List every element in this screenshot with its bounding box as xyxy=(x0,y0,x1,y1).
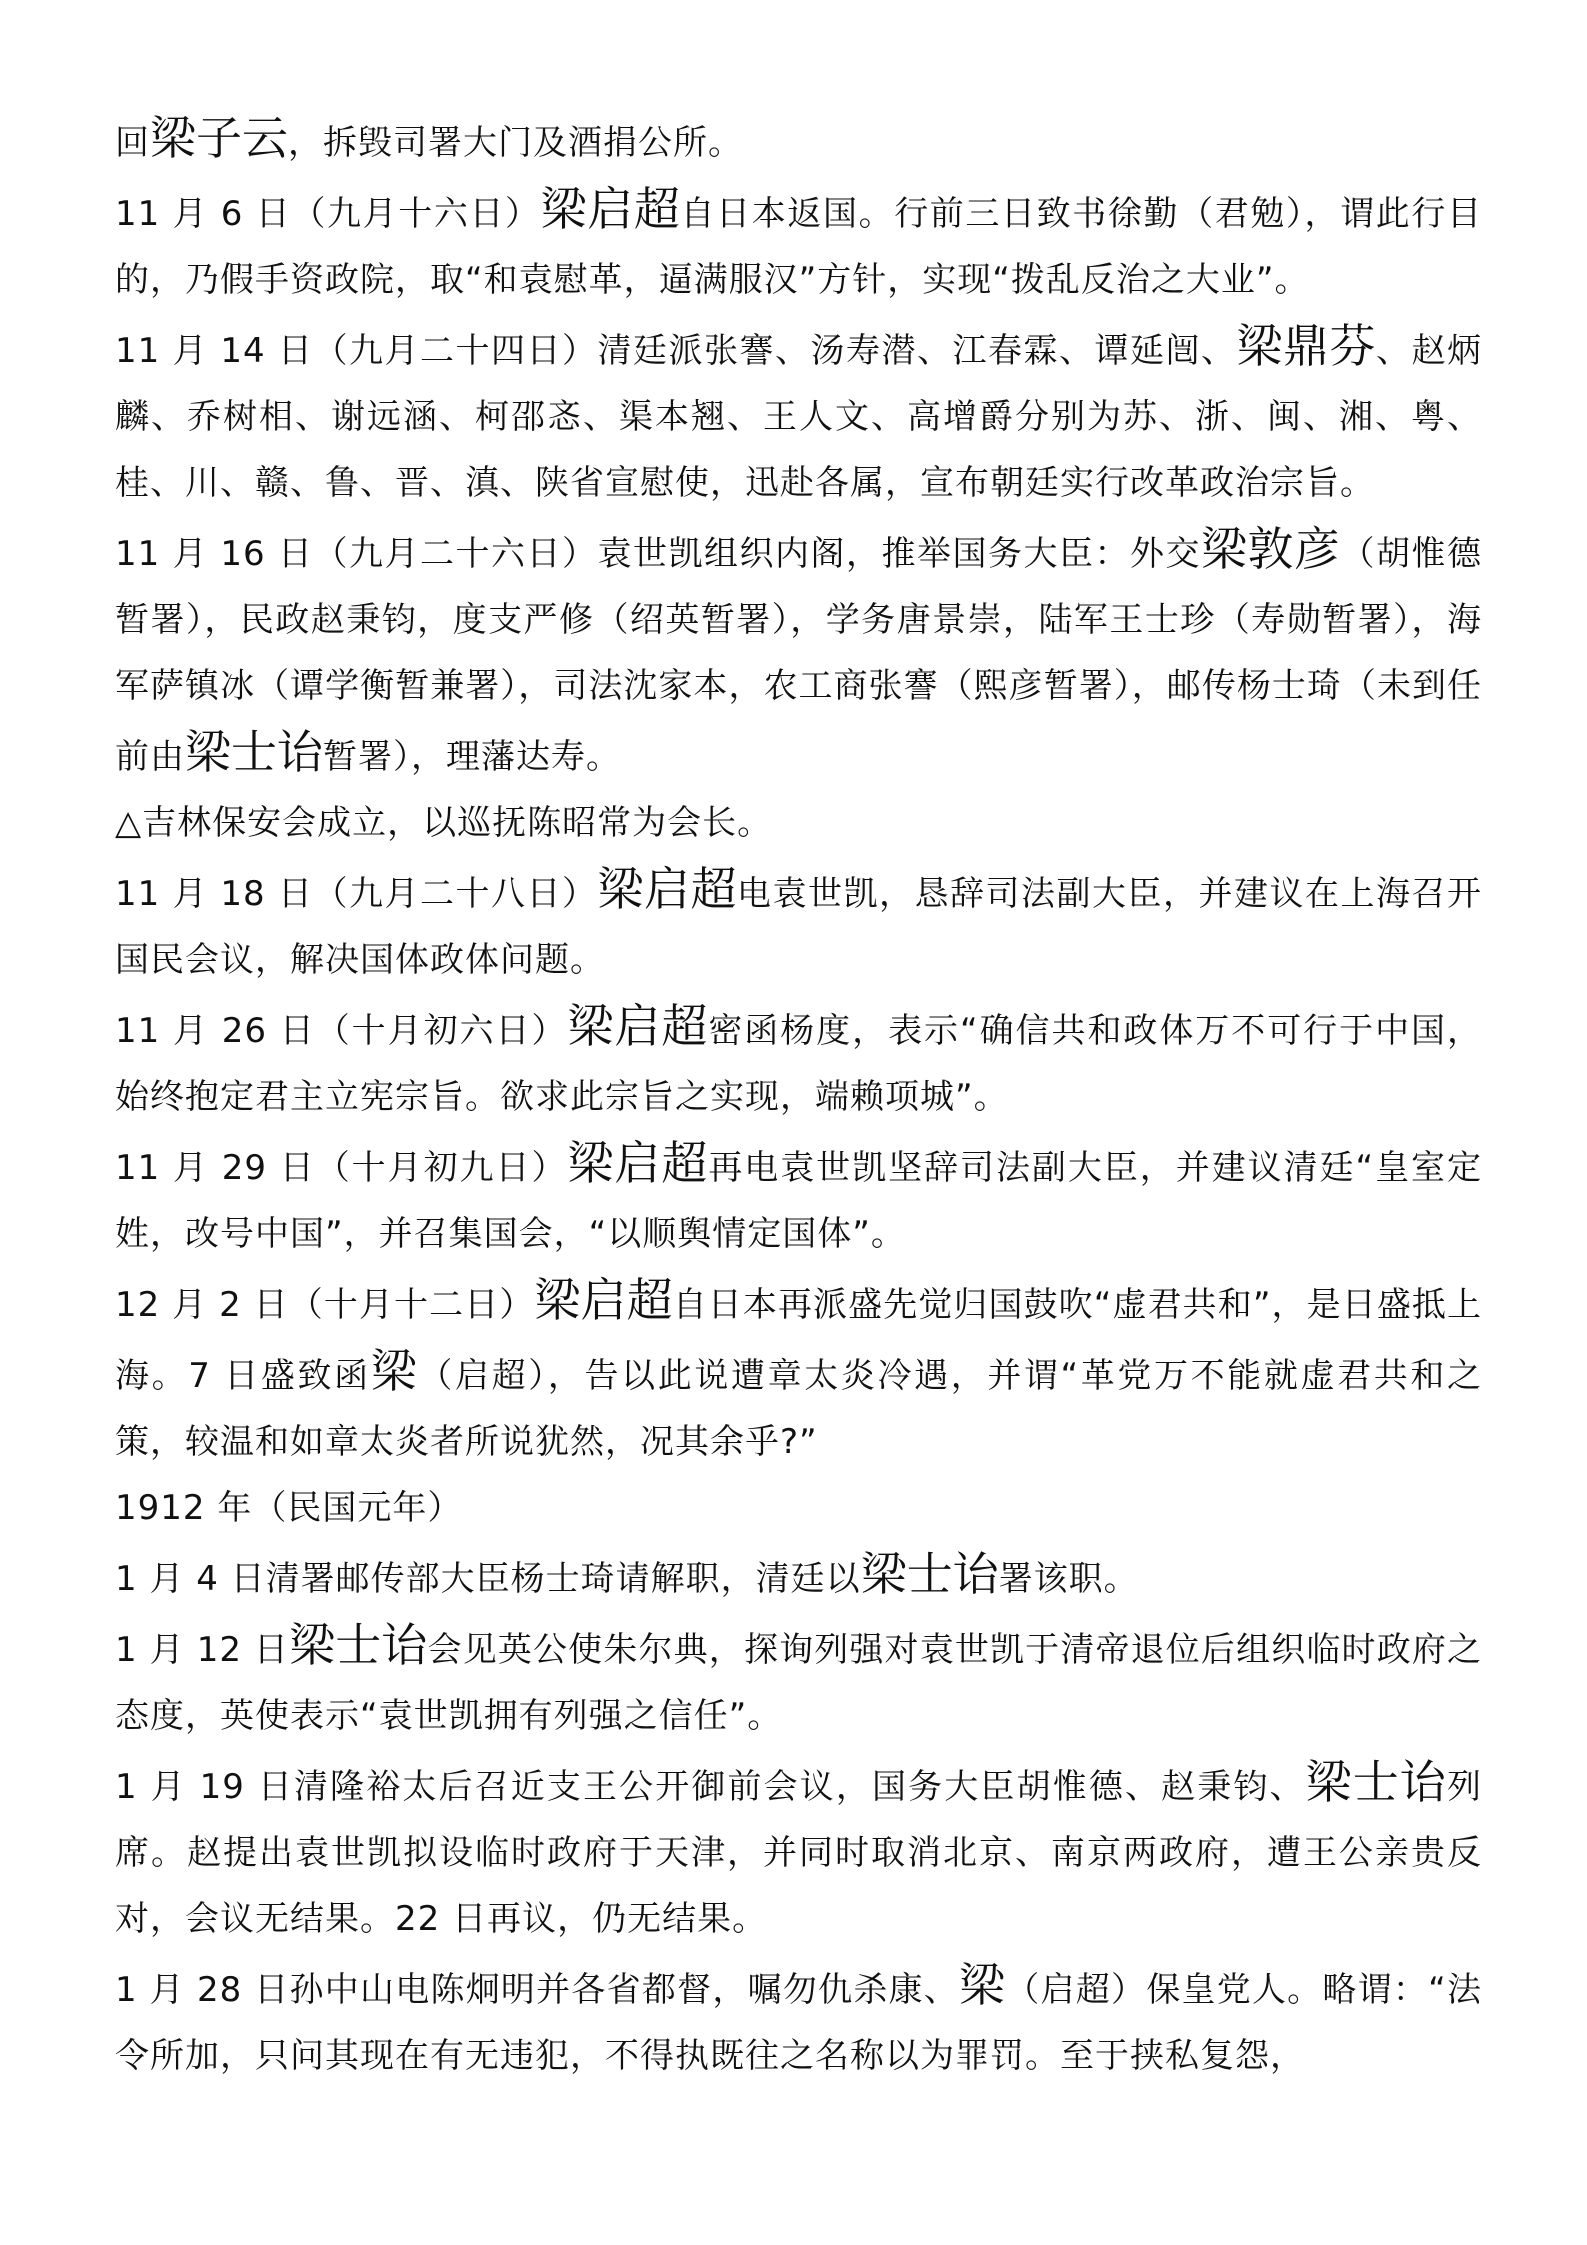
text-run: 再电袁世凯坚辞司法副大臣，并建议清廷“皇室定姓，改号中国”，并召集国会，“以顺舆情定国体”。 xyxy=(115,1148,1483,1254)
highlighted-name: 梁启超 xyxy=(534,1273,673,1327)
text-run: 11 月 6 日（九月十六日） xyxy=(115,194,541,234)
highlighted-name: 梁启超 xyxy=(597,862,737,916)
highlighted-name: 梁敦彦 xyxy=(1201,522,1341,576)
entry-1912-01-12 xyxy=(115,1612,1482,1749)
text-run: 11 月 16 日（九月二十六日）袁世凯组织内阁，推举国务大臣：外交 xyxy=(115,534,1201,574)
text-run: 回 xyxy=(115,123,150,163)
entry-1911-12-02 xyxy=(115,1267,1482,1475)
text-run: 、赵炳麟、乔树相、谢远涵、柯邵忞、渠本翘、王人文、高增爵分别为苏、浙、闽、湘、粤、桂、川、赣、鲁、晋、滇、陕省宣慰使，迅赴各属，宣布朝廷实行改革政治宗旨。 xyxy=(115,331,1483,503)
entry-1911-11-26 xyxy=(115,993,1482,1130)
entry-1911-11-29 xyxy=(115,1130,1482,1267)
highlighted-name: 梁 xyxy=(370,1344,419,1398)
text-run: （启超），告以此说遭章太炎冷遇，并谓“革党万不能就虚君共和之策，较温和如章太炎者所说犹然，况其余乎?” xyxy=(115,1356,1482,1462)
entry-1911-11-16 xyxy=(115,516,1482,790)
highlighted-name: 梁鼎芬 xyxy=(1236,319,1377,373)
entry-jilin-baoan xyxy=(115,790,1482,856)
highlighted-name: 梁启超 xyxy=(567,999,709,1053)
text-run: 1 月 12 日 xyxy=(115,1630,290,1670)
highlighted-name: 梁子云 xyxy=(150,111,288,165)
entry-1912-01-28 xyxy=(115,1952,1482,2089)
entry-liang-ziyun xyxy=(115,105,1482,176)
text-run: △吉林保安会成立，以巡抚陈昭常为会长。 xyxy=(115,803,773,843)
text-run: 11 月 26 日（十月初六日） xyxy=(115,1011,568,1051)
entry-1912-01-19 xyxy=(115,1749,1482,1952)
text-run: 1912 年（民国元年） xyxy=(115,1488,463,1528)
highlighted-name: 梁士诒 xyxy=(185,725,323,779)
text-run: ，拆毁司署大门及酒捐公所。 xyxy=(288,123,743,163)
text-run: 会见英公使朱尔典，探询列强对袁世凯于清帝退位后组织临时政府之态度，英使表示“袁世凯拥有列强之信任”。 xyxy=(115,1630,1483,1736)
text-run: 署该职。 xyxy=(998,1559,1139,1599)
entry-1912-01-04 xyxy=(115,1541,1482,1612)
entry-1911-11-06 xyxy=(115,176,1482,313)
highlighted-name: 梁启超 xyxy=(540,182,681,236)
text-run: 1 月 28 日孙中山电陈炯明并各省都督，嘱勿仇杀康、 xyxy=(115,1970,960,2010)
text-run: 电袁世凯，恳辞司法副大臣，并建议在上海召开国民会议，解决国体政体问题。 xyxy=(115,874,1483,980)
text-run: 11 月 29 日（十月初九日） xyxy=(115,1148,568,1188)
text-run: 1 月 19 日清隆裕太后召近支王公开御前会议，国务大臣胡惟德、赵秉钧、 xyxy=(115,1767,1306,1807)
text-run: 11 月 18 日（九月二十八日） xyxy=(115,874,598,914)
highlighted-name: 梁士诒 xyxy=(860,1547,999,1601)
entry-1911-11-18 xyxy=(115,856,1482,993)
document-body xyxy=(115,105,1482,2089)
highlighted-name: 梁 xyxy=(959,1958,1006,2012)
text-run: 11 月 14 日（九月二十四日）清廷派张謇、汤寿潜、江春霖、谭延闿、 xyxy=(115,331,1237,371)
text-run: 1 月 4 日清署邮传部大臣杨士琦请解职，清廷以 xyxy=(115,1559,861,1599)
text-run: 密函杨度，表示“确信共和政体万不可行于中国，始终抱定君主立宪宗旨。欲求此宗旨之实现，端赖项城”。 xyxy=(115,1011,1483,1117)
highlighted-name: 梁士诒 xyxy=(1305,1755,1447,1809)
text-run: 列席。赵提出袁世凯拟设临时政府于天津，并同时取消北京、南京两政府，遭王公亲贵反对，会议无结果。22 日再议，仍无结果。 xyxy=(115,1767,1482,1939)
text-run: 暂署），理藩达寿。 xyxy=(323,737,621,777)
text-run: 12 月 2 日（十月十二日） xyxy=(115,1285,535,1325)
text-run: （启超）保皇党人。略谓：“法令所加，只问其现在有无违犯，不得执既往之名称以为罪罚。至于挟私复怨， xyxy=(115,1970,1482,2076)
text-run: 自日本返国。行前三日致书徐勤（君勉），谓此行目的，乃假手资政院，取“和袁慰革，逼满服汉”方针，实现“拨乱反治之大业”。 xyxy=(115,194,1482,300)
highlighted-name: 梁启超 xyxy=(567,1136,709,1190)
year-heading-1912 xyxy=(115,1475,1482,1541)
text-run: 自日本再派盛先觉归国鼓吹“虚君共和”，是日盛抵上海。7 日盛致函 xyxy=(115,1285,1482,1396)
highlighted-name: 梁士诒 xyxy=(289,1618,428,1672)
entry-1911-11-14 xyxy=(115,313,1482,516)
text-run: （胡惟德暂署），民政赵秉钧，度支严修（绍英暂署），学务唐景崇，陆军王士珍（寿勋暂署），海军萨镇冰（谭学衡暂兼署），司法沈家本，农工商张謇（熙彦暂署），邮传杨士琦（未到任前由 xyxy=(115,534,1483,777)
